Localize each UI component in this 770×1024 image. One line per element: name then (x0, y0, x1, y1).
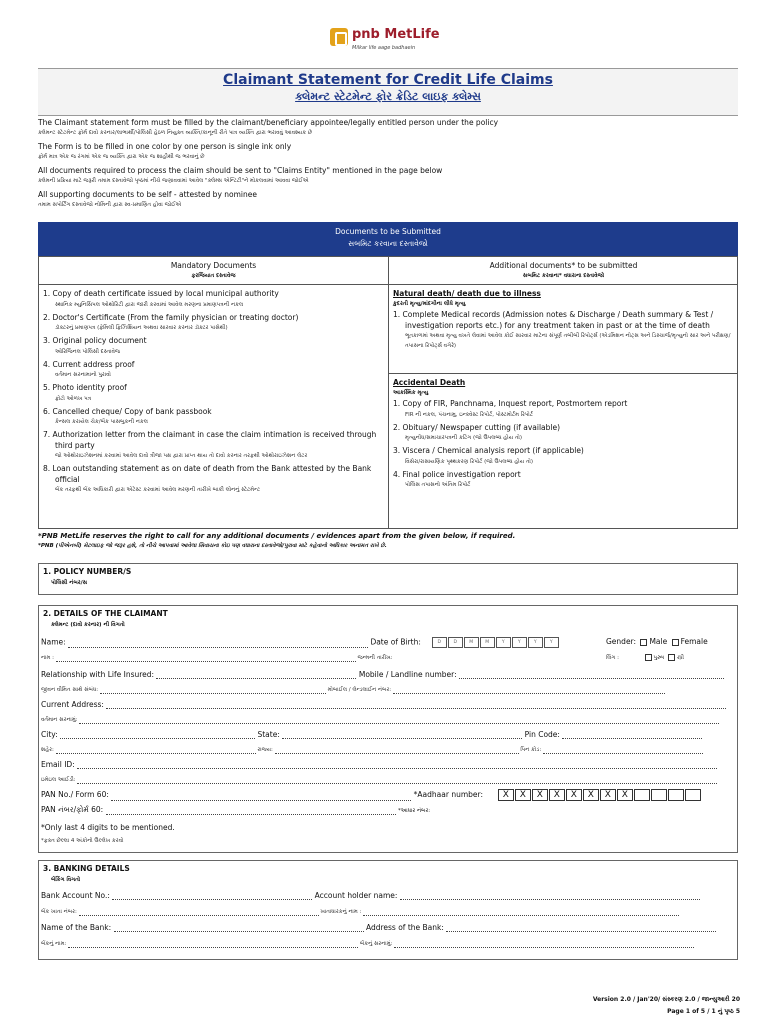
bank-account-label: Bank Account No.: (41, 891, 110, 900)
bank-name-row-gu (41, 940, 694, 948)
list-item-gu: ભૂતકાળમાં અથવા મૃત્યુ વખતે લેવામાં આવેલ કોઈ સારવાર માટેના સંપૂર્ણ તબીબી રિપોર્ટ્સ (એડમિશન નોટ્સ અને ડિસ્ચાર્જ/મૃત્યુનો સાર અને પરીક્ષણ/તપાસના રિપોર્ટ્સ વગેરે) (405, 333, 731, 349)
relationship-field[interactable] (156, 671, 356, 679)
instruction-4-gu: તમામ સપોર્ટિંગ દસ્તાવેજો નોમિની દ્વારા સ્વ-પ્રમાણિત હોવા જોઈએ (38, 202, 182, 208)
email-row-gu (41, 776, 717, 784)
list-item-gu: જો ઓથોરાઇઝેશનમાં કરવામાં આવેલ દાવો ત્રીજા પક્ષ દ્વારા પ્રાપ્ત થાય તો દાવો કરનાર તરફથી ઓથોરાઇઝેશન લેટર (55, 453, 308, 459)
pan-row (41, 789, 702, 801)
dob-cell[interactable]: M (464, 637, 479, 648)
mandatory-column-header (39, 257, 389, 285)
gender-label: Gender: (606, 637, 637, 646)
name-field-gu (56, 654, 356, 662)
accidental-death-title-gu: આકસ્મિક મૃત્યુ (393, 390, 429, 396)
banking-header-gu: બેંકિંગ વિગતો (51, 877, 81, 883)
account-holder-label: Account holder name: (314, 891, 398, 900)
pan-field-gu (106, 807, 396, 815)
policy-number-label-gu: પોલિસી નંબર/સ (51, 580, 88, 586)
list-item: 4. Current address proof (43, 359, 135, 369)
mobile-field[interactable] (459, 671, 724, 679)
list-item: 8. Loan outstanding statement as on date of death from the Bank attested by the Bank official (43, 464, 372, 484)
policy-number-section (38, 563, 738, 595)
list-item-gu: કેન્સલ કરાયેલ ચેક/બેંક પાસબુકની નકલ (55, 419, 148, 425)
address-row (41, 700, 726, 709)
instruction-2: The Form is to be filled in one color by one person is single ink only (38, 142, 292, 151)
additional-column-header (389, 257, 738, 285)
last4-note: *Only last 4 digits to be mentioned. (41, 823, 175, 832)
instruction-2-gu: ફોર્મ માત્ર એક જ રંગમાં એક જ વ્યક્તિ દ્વારા એક જ શાહીથી જ ભરવાનું છે (38, 154, 205, 160)
aadhaar-cell[interactable]: X (566, 789, 582, 801)
list-item-gu: બેંક તરફથી બેંક અધિકારી દ્વારા એટેસ્ટ કરવામાં આવેલ મરણની તારીખે બાકી લોનનું સ્ટેટમેન્ટ (55, 487, 261, 493)
pincode-field-gu (543, 746, 703, 754)
list-item-gu: ફોટો ઓળખ પત્ર (55, 395, 92, 402)
page-footer (593, 994, 740, 1018)
female-checkbox[interactable] (672, 639, 679, 646)
email-field[interactable] (77, 761, 717, 769)
list-item-gu: વિસેરા/રાસાયણિક પૃથ્થકરણ રિપોર્ટ (જો ઉપલબ્ધ હોય તો) (405, 458, 534, 465)
female-label: Female (680, 637, 708, 646)
accidental-death-title: Accidental Death (393, 378, 466, 387)
pnb-logo-icon (330, 28, 348, 46)
list-item: 2. Doctor's Certificate (From the family physician or treating doctor) (43, 312, 299, 322)
natural-death-title-gu: કુદરતી મૃત્યુ/માંદગીના લીધે મૃત્યુ (393, 301, 466, 307)
bank-address-label: Address of the Bank: (365, 923, 444, 932)
pincode-label: Pin Code: (524, 730, 560, 739)
city-field[interactable] (60, 731, 255, 739)
dob-cell[interactable]: D (432, 637, 447, 648)
bank-account-field-gu (79, 908, 319, 916)
state-field[interactable] (282, 731, 522, 739)
documents-header (38, 222, 738, 256)
policy-number-label: 1. POLICY NUMBER/S (43, 567, 132, 576)
bank-address-field[interactable] (446, 924, 716, 932)
dob-cell[interactable]: Y (544, 637, 559, 648)
female-label-gu: સ્ત્રી (676, 655, 684, 661)
address-row-gu (41, 716, 719, 724)
name-label-gu: નામ : (41, 655, 54, 661)
bank-account-label-gu: બેંક ખાતા નંબર: (41, 909, 77, 915)
list-item: 5. Photo identity proof (43, 383, 127, 392)
list-item: 3. Original policy document (43, 336, 147, 345)
pincode-label-gu: પિન કોડ: (520, 747, 542, 753)
state-label-gu: રાજ્ય: (257, 747, 273, 753)
dob-cell[interactable]: Y (528, 637, 543, 648)
instruction-1-gu: ક્લેમન્ટ સ્ટેટમેન્ટ ફોર્મ દાવો કરનાર/લાભાર્થી/પોલિસી હેઠળ નિયુક્ત વ્યક્તિ/કાનૂની રીતે પાત્ર વ્યક્તિ દ્વારા ભરાવવું આવશ્યક છે (38, 130, 313, 136)
relationship-field-gu (100, 686, 326, 694)
list-item-gu: પોલિસ તપાસનો અંતિમ રિપોર્ટ (405, 482, 471, 488)
state-field-gu (275, 746, 519, 754)
list-item: 7. Authorization letter from the claimant in case the claim intimation is received through third party (43, 430, 377, 450)
reservation-note (38, 531, 738, 551)
reservation-note-en: *PNB MetLife reserves the right to call for any additional documents / evidences apart from the given below, if required. (38, 532, 516, 540)
additional-header-en: Additional documents* to be submitted (489, 261, 638, 270)
male-label: Male (649, 637, 668, 646)
list-item: 6. Cancelled cheque/ Copy of bank passbook (43, 406, 212, 416)
state-label: State: (257, 730, 280, 739)
claimant-header-gu: ક્લેમન્ટ (દાવો કરનાર) ની વિગતો (51, 622, 125, 628)
documents-table (38, 256, 738, 529)
additional-header-gu: સબમિટ કરવાના* વધારાના દસ્તાવેજો (522, 273, 605, 279)
account-holder-field-gu (363, 908, 679, 916)
male-checkbox[interactable] (640, 639, 647, 646)
dob-cell[interactable]: D (448, 637, 463, 648)
relationship-row (41, 670, 724, 679)
bank-account-field[interactable] (112, 892, 312, 900)
last4-note-gu: *ફક્ત છેલ્લા 4 અંકોનો ઉલ્લેખ કરવો (41, 838, 124, 844)
name-row (41, 637, 560, 648)
reservation-note-gu: *PNB (પીએનબી) મેટલાઇફ જો જરૂર હશે, તો નીચે આપવામાં આવેલા સિવાયના કોઇ પણ વધારાના દસ્તાવેજો/પુરાવા માટે કહેવાનો અધિકાર અનામત રાખે છે. (38, 543, 387, 549)
brand-tagline: Milkar life aage badhaein (352, 45, 416, 51)
list-item: 2. Obituary/ Newspaper cutting (if available) (393, 422, 561, 432)
dob-cell[interactable]: M (480, 637, 495, 648)
aadhaar-cell-blank[interactable] (651, 789, 667, 801)
bank-name-label: Name of the Bank: (41, 923, 112, 932)
mobile-label: Mobile / Landline number: (358, 670, 457, 679)
gender-row-gu (606, 654, 684, 662)
brand-logo (330, 26, 450, 56)
list-item-gu: વર્તમાન સરનામાનો પુરાવો (55, 372, 111, 378)
aadhaar-label: *Aadhaar number: (413, 790, 483, 799)
banking-header: 3. BANKING DETAILS (43, 864, 130, 873)
email-label-gu: ઇમેઇલ આઈડી: (41, 777, 76, 783)
aadhaar-cell[interactable]: X (583, 789, 599, 801)
aadhaar-cell[interactable]: X (498, 789, 514, 801)
natural-death-title: Natural death/ death due to illness (393, 289, 541, 298)
city-field-gu (56, 746, 256, 754)
city-label-gu: શહેર: (41, 747, 54, 753)
documents-header-gu: સબમિટ કરવાના દસ્તાવેજો (348, 239, 428, 248)
instruction-1: The Claimant statement form must be filled by the claimant/beneficiary appointee/legally entitled person under the policy (38, 118, 499, 127)
city-row-gu (41, 746, 703, 754)
aadhaar-cell[interactable]: X (549, 789, 565, 801)
dob-cell[interactable]: Y (512, 637, 527, 648)
additional-list (389, 285, 738, 528)
list-item: 1. Copy of FIR, Panchnama, Inquest report, Postmortem report (393, 399, 628, 408)
bank-name-field[interactable] (114, 924, 364, 932)
bank-name-row (41, 923, 716, 932)
accidental-death-section (389, 373, 738, 496)
bank-address-label-gu: બેંકનું સરનામું: (359, 941, 393, 947)
bank-account-row (41, 891, 700, 900)
gender-row (606, 637, 708, 646)
claimant-header: 2. DETAILS OF THE CLAIMANT (43, 609, 168, 618)
male-label-gu: પુરુષ (653, 655, 665, 661)
email-field-gu (77, 776, 717, 784)
dob-label: Date of Birth: (370, 637, 421, 647)
relationship-label: Relationship with Life Insured: (41, 670, 155, 679)
list-item-gu: સ્થાનિક મ્યુનિસિપલ ઓથોરિટી દ્વારા જારી કરવામાં આવેલ મરણના પ્રમાણપત્રની નકલ (55, 301, 244, 308)
instructions (38, 116, 738, 210)
list-item-gu: મૃત્યુનોંધ/સમાચારપત્રની કટિંગ (જો ઉપલબ્ધ હોય તો) (405, 435, 523, 441)
brand-name: pnb MetLife (352, 27, 440, 42)
instruction-4: All supporting documents to be self - attested by nominee (38, 190, 257, 199)
aadhaar-cell-blank[interactable] (668, 789, 684, 801)
pan-row-2 (41, 805, 430, 815)
bank-address-field-gu (394, 940, 694, 948)
account-holder-label-gu: ખાતાધારકનું નામ : (320, 909, 362, 915)
aadhaar-cell[interactable]: X (515, 789, 531, 801)
documents-header-en: Documents to be Submitted (335, 227, 441, 236)
pan-label: PAN No./ Form 60: (41, 790, 109, 799)
list-item-gu: FIR ની નકલ, પંચનામુ, ઇન્ક્વેસ્ટ રિપોર્ટ, પોસ્ટમોર્ટમ રિપોર્ટ (405, 411, 533, 418)
name-label: Name: (41, 637, 66, 647)
mobile-field-gu (393, 686, 665, 694)
dob-label-gu: જન્મની તારીખ: (357, 655, 393, 661)
aadhaar-cell-blank[interactable] (685, 789, 701, 801)
dob-cell[interactable]: Y (496, 637, 511, 648)
mandatory-header-gu: ફરજિયાત દસ્તાવેજ (191, 273, 236, 279)
title-band (38, 68, 738, 116)
address-field-gu (79, 716, 719, 724)
city-label: City: (41, 730, 58, 739)
mandatory-header-en: Mandatory Documents (170, 261, 257, 270)
email-row (41, 760, 717, 769)
relationship-row-gu (41, 686, 665, 694)
pan-label-gu: PAN નંબર/ફોર્મ 60: (41, 805, 104, 814)
list-item: 4. Final police investigation report (393, 469, 521, 479)
pan-field[interactable] (111, 793, 411, 801)
bank-name-label-gu: બેંકનું નામ: (41, 941, 67, 947)
version-text: Version 2.0 / Jan'20/ સંસ્કરણ 2.0 / જાન્યુઆરી 20 (592, 996, 740, 1003)
address-label-gu: વર્તમાન સરનામું: (41, 717, 78, 723)
aadhaar-label-gu: *આધાર નંબર: (397, 808, 431, 814)
list-item-gu: ઓરિજિનલ પોલિસી દસ્તાવેજ (55, 348, 121, 355)
address-label: Current Address: (41, 700, 104, 709)
instruction-3-gu: ક્લેમની પ્રક્રિયા માટે જરૂરી તમામ દસ્તાવેજો પૃષ્ઠમાં નીચે જણાવવામાં આવેલ "ક્લેમ્સ એન્ટિટી"ને મોકલવામાં આવવા જોઈએ (38, 178, 309, 184)
aadhaar-cell[interactable]: X (532, 789, 548, 801)
natural-death-section (389, 285, 738, 373)
account-holder-field[interactable] (400, 892, 700, 900)
city-row (41, 730, 702, 739)
claimant-section (38, 605, 738, 853)
aadhaar-cell-blank[interactable] (634, 789, 650, 801)
page-title-gujarati: ક્લેમન્ટ સ્ટેટમેન્ટ ફોર ક્રેડિટ લાઇફ ક્લેમ્સ (295, 90, 481, 103)
name-row-gu (41, 654, 392, 662)
address-field[interactable] (106, 701, 726, 709)
instruction-3: All documents required to process the claim should be sent to "Claims Entity" mentioned in the page below (38, 166, 443, 175)
female-checkbox-gu[interactable] (668, 654, 675, 661)
banking-section (38, 860, 738, 960)
list-item: 1. Complete Medical records (Admission notes & Discharge / Death summary & Test / investigation reports etc.) for any treatment taken in past or at the time of death (393, 310, 714, 330)
bank-name-field-gu (68, 940, 358, 948)
mandatory-list (39, 285, 389, 528)
pincode-field[interactable] (562, 731, 702, 739)
page-title: Claimant Statement for Credit Life Claims (223, 72, 553, 88)
relationship-label-gu: જીવન વીમિત સાથે સંબંધ: (41, 687, 99, 693)
bank-account-row-gu (41, 908, 679, 916)
list-item-gu: ડૉક્ટરનું પ્રમાણપત્ર (ફેમિલી ફિઝિશિયન અથવા સારવાર કરનાર ડૉક્ટર પાસેથી) (55, 325, 228, 331)
mobile-label-gu: મોબાઈલ / લેન્ડલાઈન નંબર: (327, 687, 392, 693)
name-field[interactable] (68, 640, 368, 648)
email-label: Email ID: (41, 760, 75, 769)
list-item: 1. Copy of death certificate issued by local municipal authority (43, 289, 279, 298)
male-checkbox-gu[interactable] (645, 654, 652, 661)
aadhaar-cell[interactable]: X (617, 789, 633, 801)
aadhaar-cell[interactable]: X (600, 789, 616, 801)
gender-label-gu: લિંગ : (606, 655, 620, 661)
list-item: 3. Viscera / Chemical analysis report (if applicable) (393, 446, 584, 455)
page-number: Page 1 of 5 / 1 નું પૃષ્ઠ 5 (667, 1008, 740, 1015)
